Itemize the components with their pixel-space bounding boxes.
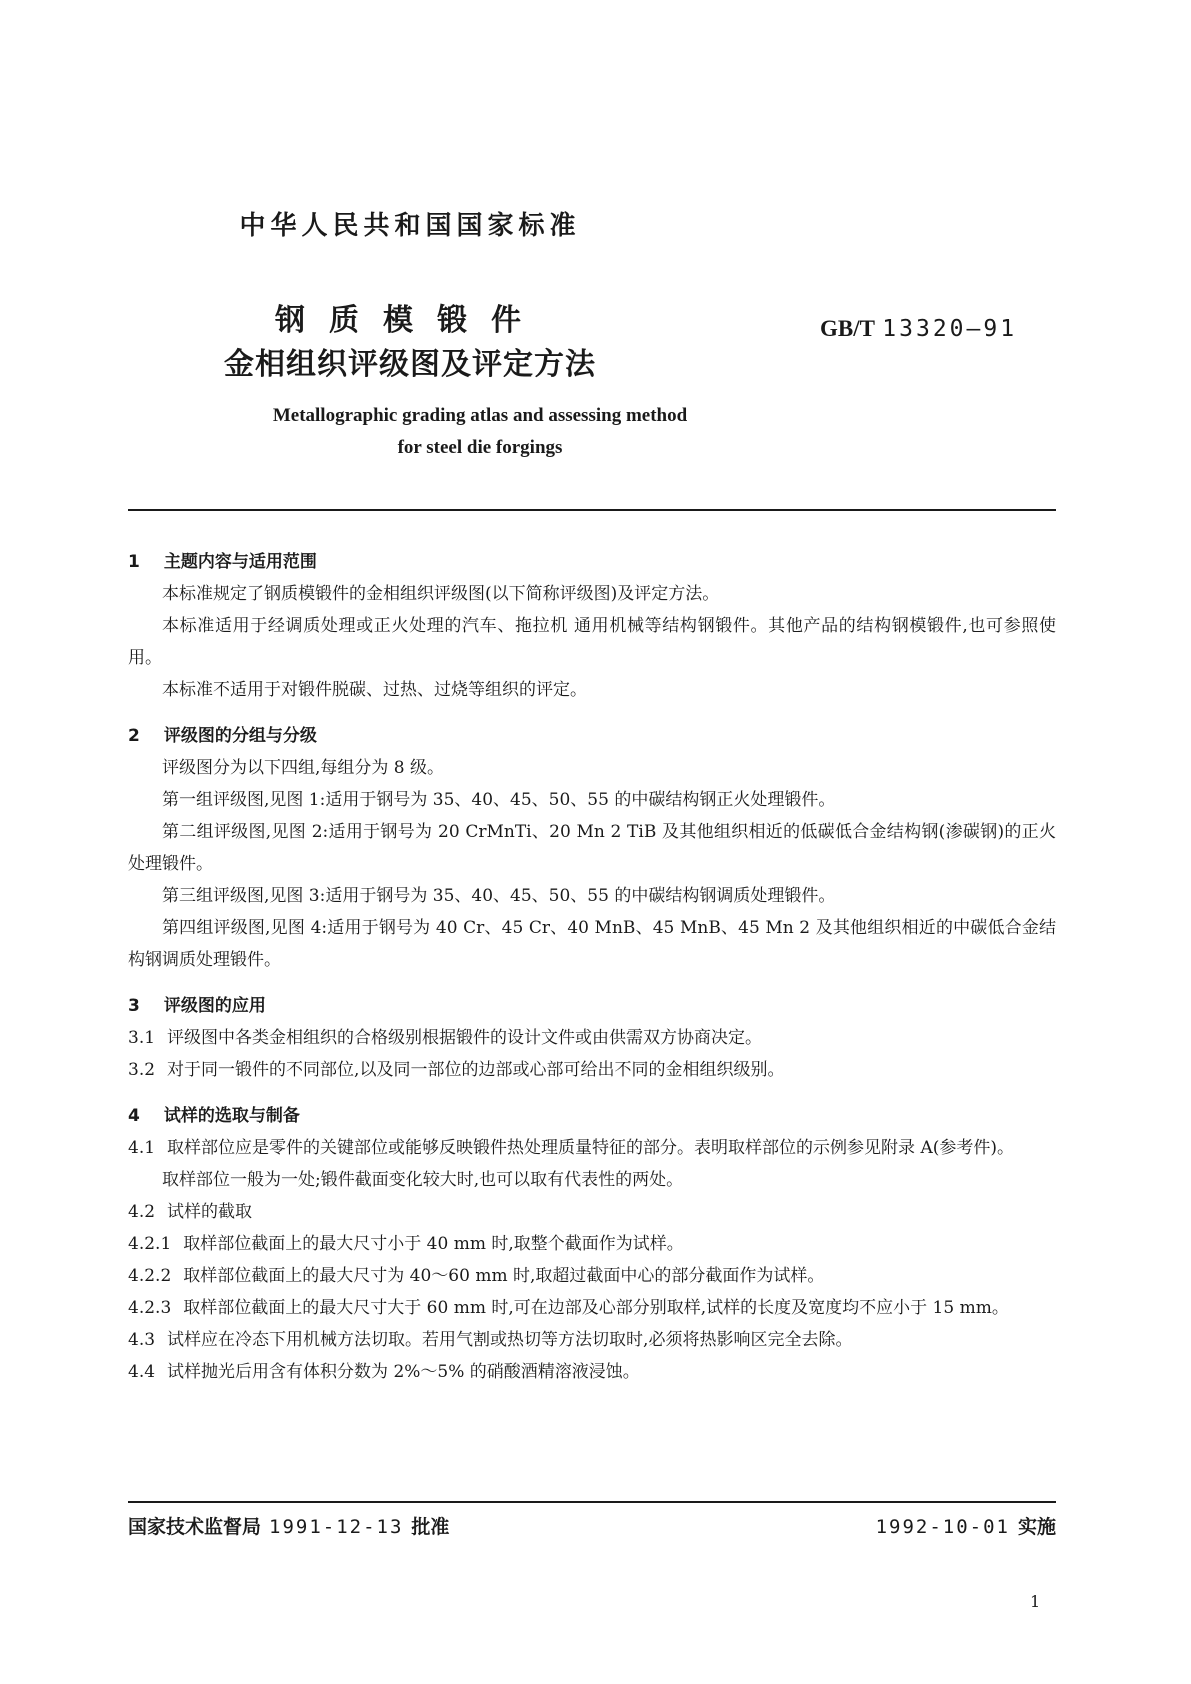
- effective-date: 1992-10-01: [875, 1516, 1010, 1538]
- clause-number: 3.2: [128, 1060, 156, 1080]
- section-2-heading: [128, 720, 1056, 752]
- section-number: 4: [128, 1106, 140, 1126]
- standard-prefix: GB/T: [820, 316, 875, 341]
- clause-number: 4.2.3: [128, 1298, 172, 1318]
- clause-number: 3.1: [128, 1028, 156, 1048]
- section-4-heading: [128, 1100, 1056, 1132]
- approve-date: 1991-12-13: [269, 1516, 404, 1538]
- clause-number: 4.2.2: [128, 1266, 172, 1286]
- paragraph: 本标准不适用于对锻件脱碳、过热、过烧等组织的评定。: [162, 680, 587, 700]
- document-body: [128, 546, 1056, 1388]
- paragraph: 取样部位一般为一处;锻件截面变化较大时,也可以取有代表性的两处。: [162, 1170, 684, 1190]
- standard-code: 13320—91: [882, 316, 1018, 342]
- clause-text: 对于同一锻件的不同部位,以及同一部位的边部或心部可给出不同的金相组织级别。: [167, 1060, 785, 1080]
- page-number: 1: [1030, 1592, 1041, 1611]
- clause-text: 取样部位截面上的最大尺寸大于 60 mm 时,可在边部及心部分别取样,试样的长度及宽度均不应小于 15 mm。: [183, 1298, 1009, 1318]
- approve-label: 批准: [411, 1516, 450, 1538]
- section-number: 3: [128, 996, 140, 1016]
- clause-4-2-1: [128, 1228, 1056, 1260]
- clause-text: 取样部位应是零件的关键部位或能够反映锻件热处理质量特征的部分。表明取样部位的示例参见附录 A(参考件)。: [167, 1138, 1014, 1158]
- paragraph: 评级图分为以下四组,每组分为 8 级。: [162, 758, 445, 778]
- section-title: 试样的选取与制备: [163, 1106, 300, 1126]
- section-title: 评级图的分组与分级: [163, 726, 317, 746]
- footer: [128, 1512, 1056, 1539]
- clause-4-2-3: [128, 1292, 1056, 1324]
- clause-text: 评级图中各类金相组织的合格级别根据锻件的设计文件或由供需双方协商决定。: [167, 1028, 763, 1048]
- section-3-heading: [128, 990, 1056, 1022]
- title-line-1: 钢质模锻件: [275, 303, 545, 338]
- effective-label: 实施: [1017, 1516, 1056, 1538]
- section-title: 主题内容与适用范围: [163, 552, 317, 572]
- paragraph: 第三组评级图,见图 3:适用于钢号为 35、40、45、50、55 的中碳结构钢调质处理锻件。: [162, 886, 836, 906]
- clause-number: 4.2.1: [128, 1234, 172, 1254]
- header-divider: [128, 509, 1056, 511]
- paragraph: 第四组评级图,见图 4:适用于钢号为 40 Cr、45 Cr、40 MnB、45 MnB、45 Mn 2 及其他组织相近的中碳低合金结构钢调质处理锻件。: [128, 918, 1056, 970]
- clause-number: 4.1: [128, 1138, 156, 1158]
- clause-number: 4.3: [128, 1330, 156, 1350]
- section-1-heading: [128, 546, 1056, 578]
- country-standard-heading: 中华人民共和国国家标准: [239, 211, 581, 241]
- clause-4-4: [128, 1356, 1056, 1388]
- standard-number: [820, 316, 1017, 342]
- paragraph: 本标准规定了钢质模锻件的金相组织评级图(以下简称评级图)及评定方法。: [162, 584, 720, 604]
- clause-3-1: [128, 1022, 1056, 1054]
- footer-divider: [128, 1501, 1056, 1503]
- clause-4-2: [128, 1196, 1056, 1228]
- section-title: 评级图的应用: [163, 996, 266, 1016]
- clause-number: 4.2: [128, 1202, 156, 1222]
- title-line-2: 金相组织评级图及评定方法: [224, 347, 596, 382]
- effective-line: [868, 1512, 1056, 1539]
- clause-text: 试样抛光后用含有体积分数为 2%～5% 的硝酸酒精溶液浸蚀。: [167, 1362, 640, 1382]
- clause-number: 4.4: [128, 1362, 156, 1382]
- clause-text: 取样部位截面上的最大尺寸为 40～60 mm 时,取超过截面中心的部分截面作为试样。: [183, 1266, 825, 1286]
- paragraph: 第一组评级图,见图 1:适用于钢号为 35、40、45、50、55 的中碳结构钢正火处理锻件。: [162, 790, 836, 810]
- clause-4-2-2: [128, 1260, 1056, 1292]
- section-number: 2: [128, 726, 140, 746]
- clause-3-2: [128, 1054, 1056, 1086]
- clause-text: 试样的截取: [167, 1202, 253, 1222]
- issuer: 国家技术监督局: [128, 1516, 262, 1538]
- paragraph: 本标准适用于经调质处理或正火处理的汽车、拖拉机 通用机械等结构钢锻件。其他产品的结构钢模锻件,也可参照使用。: [128, 616, 1056, 668]
- approval-line: [128, 1512, 449, 1539]
- english-title-line-2: for steel die forgings: [397, 437, 563, 458]
- paragraph: 第二组评级图,见图 2:适用于钢号为 20 CrMnTi、20 Mn 2 TiB 及其他组织相近的低碳低合金结构钢(渗碳钢)的正火处理锻件。: [128, 822, 1056, 874]
- clause-4-3: [128, 1324, 1056, 1356]
- section-number: 1: [128, 552, 140, 572]
- english-title-line-1: Metallographic grading atlas and assessing method: [272, 405, 688, 426]
- clause-text: 取样部位截面上的最大尺寸小于 40 mm 时,取整个截面作为试样。: [183, 1234, 684, 1254]
- clause-text: 试样应在冷态下用机械方法切取。若用气割或热切等方法切取时,必须将热影响区完全去除。: [167, 1330, 853, 1350]
- clause-4-1: [128, 1132, 1056, 1164]
